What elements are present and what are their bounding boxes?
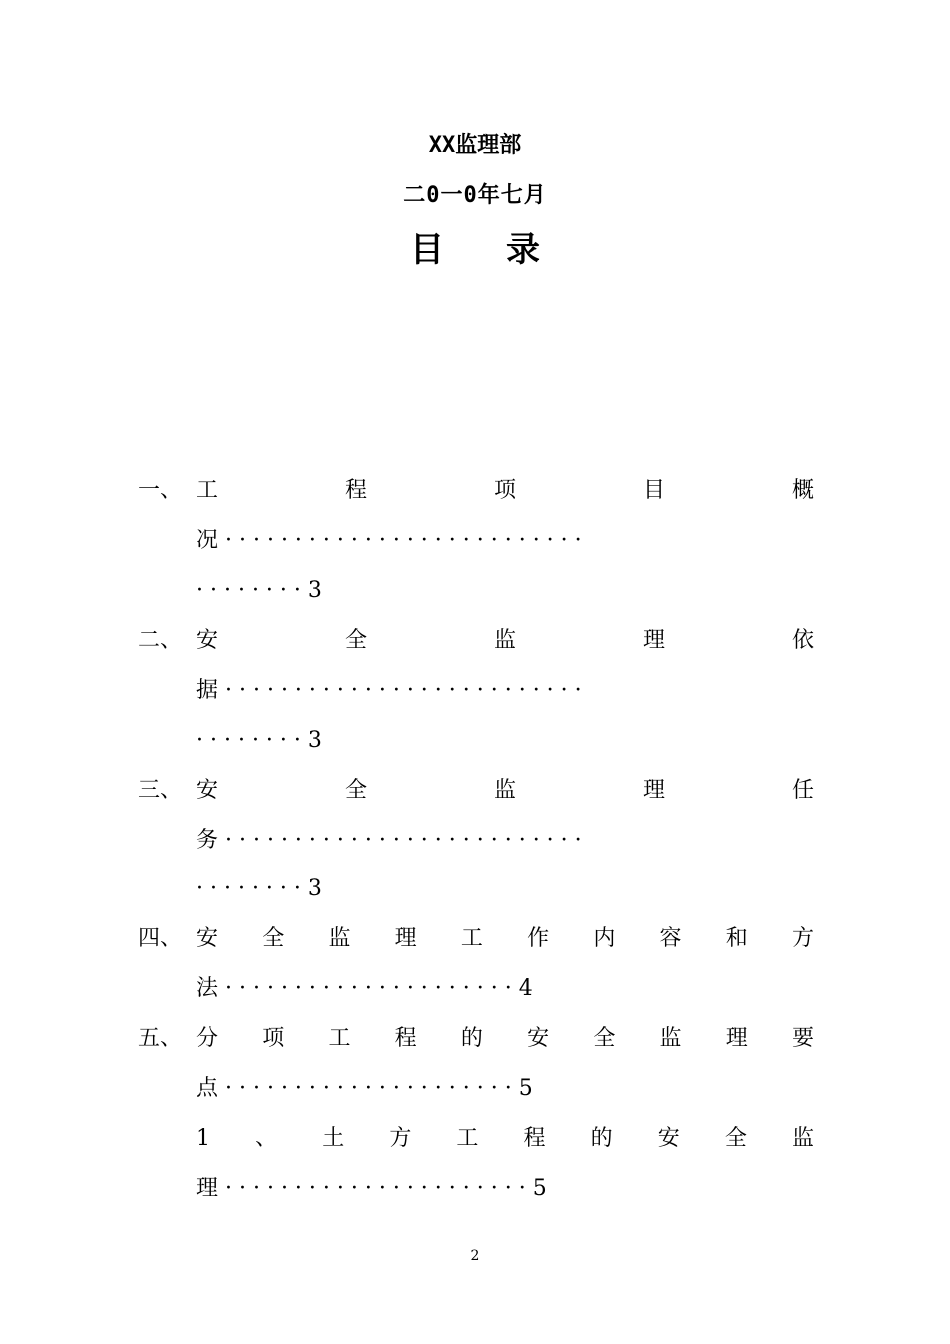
toc-entry-leader: 务 · · · · · · · · · · · · · · · · · · · · · · · · · · — [196, 828, 582, 853]
toc-entry-leader: 法 · · · · · · · · · · · · · · · · · · · · · 4 — [196, 976, 533, 1001]
toc-heading-char-1: 目 — [410, 230, 444, 270]
toc-entry-title: 1 、 土 方 工 程 的 安 全 监 — [196, 1126, 814, 1151]
toc-entry-number: 三、 — [138, 778, 183, 803]
toc-entry-leader: 况 · · · · · · · · · · · · · · · · · · · · · · · · · · — [196, 528, 582, 553]
toc-entry-page: · · · · · · · · 3 — [196, 578, 322, 603]
toc-entry-leader: 据 · · · · · · · · · · · · · · · · · · · · · · · · · · — [196, 678, 582, 703]
toc-entry-page: · · · · · · · · 3 — [196, 876, 322, 901]
toc-entry-title: 安 全 监 理 任 — [196, 778, 814, 803]
toc-heading-char-2: 录 — [506, 230, 540, 270]
toc-entry-number: 四、 — [138, 926, 183, 951]
toc-heading — [0, 222, 950, 271]
toc-entry-title: 工 程 项 目 概 — [196, 478, 814, 503]
toc-entry-page: · · · · · · · · 3 — [196, 728, 322, 753]
toc-entry-number: 二、 — [138, 628, 183, 653]
toc-entry-title: 安 全 监 理 依 — [196, 628, 814, 653]
toc-entry-number: 五、 — [138, 1026, 183, 1051]
organization-title: XX监理部 — [428, 133, 522, 158]
document-date: 二0一0年七月 — [403, 183, 547, 208]
toc-entry-title: 分 项 工 程 的 安 全 监 理 要 — [196, 1026, 814, 1051]
toc-entry-leader: 理 · · · · · · · · · · · · · · · · · · · · · · 5 — [196, 1176, 547, 1201]
toc-entry-leader: 点 · · · · · · · · · · · · · · · · · · · · · 5 — [196, 1076, 533, 1101]
toc-entry-title: 安 全 监 理 工 作 内 容 和 方 — [196, 926, 814, 951]
toc-entry-number: 一、 — [138, 478, 183, 503]
page-number: 2 — [470, 1248, 480, 1264]
